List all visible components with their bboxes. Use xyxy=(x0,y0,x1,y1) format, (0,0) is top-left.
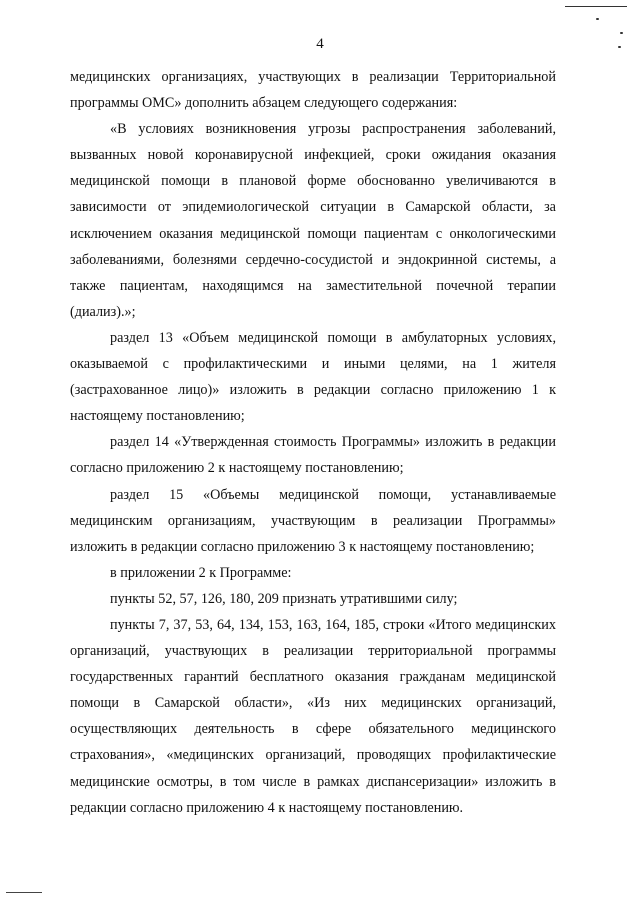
paragraph: медицинских организациях, участвующих в реализации Территориальной программы ОМС» дополнить абзацем следующего содержания: xyxy=(70,69,556,112)
document-body xyxy=(70,64,556,821)
paragraph: раздел 13 «Объем медицинской помощи в амбулаторных условиях, оказываемой с профилактическими и иными целями, на 1 жителя (застрахованное лицо)» изложить в редакции согласно приложению 1 к настоящему постановлению; xyxy=(70,329,556,425)
top-edge-rule xyxy=(565,6,627,7)
paragraph: «В условиях возникновения угрозы распространения заболеваний, вызванных новой коронавирусной инфекцией, сроки ожидания оказания медицинской помощи в плановой форме обоснованно увеличиваются в зависимости от эпидемиологической ситуации в Самарской области, за исключением оказания медицинской помощи пациентам с онкологическими заболеваниями, болезнями сердечно-сосудистой и эндокринной системы, а также пациентам, находящимся на заместительной почечной терапии (диализ).»; xyxy=(70,121,556,320)
bottom-edge-rule xyxy=(6,892,42,893)
paragraph: раздел 14 «Утвержденная стоимость Программы» изложить в редакции согласно приложению 2 к настоящему постановлению; xyxy=(70,434,556,477)
paragraph: раздел 15 «Объемы медицинской помощи, устанавливаемые медицинским организациям, участвующим в реализации Программы» изложить в редакции согласно приложению 3 к настоящему постановлению; xyxy=(70,486,556,555)
paragraph: в приложении 2 к Программе: xyxy=(110,564,292,581)
paragraph: пункты 7, 37, 53, 64, 134, 153, 163, 164, 185, строки «Итого медицинских организаций, участвующих в реализации территориальной программы государственных гарантий бесплатного оказания гражданам медицинской помощи в Самарской области», «Из них медицинских организаций, осуществляющих деятельность в сфере обязательного медицинского страхования», «медицинских организаций, проводящих профилактические медицинские осмотры, в том числе в рамках диспансеризации» изложить в редакции согласно приложению 4 к настоящему постановлению. xyxy=(70,616,556,816)
page-number: 4 xyxy=(316,36,324,52)
scan-mark xyxy=(596,18,599,20)
paragraph: пункты 52, 57, 126, 180, 209 признать утратившими силу; xyxy=(110,590,458,607)
